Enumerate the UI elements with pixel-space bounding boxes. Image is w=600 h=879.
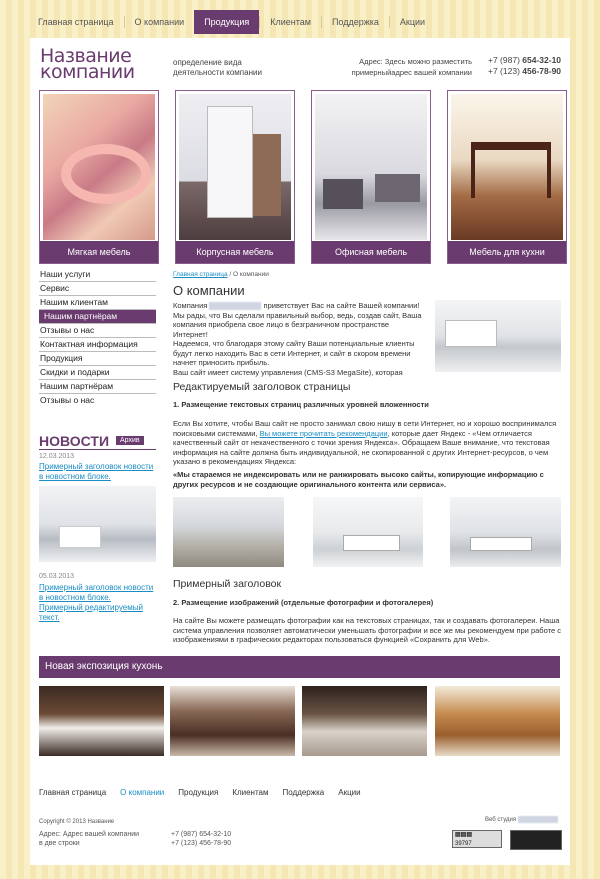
kitchen-photo — [450, 497, 561, 567]
sidebar-item-reviews[interactable]: Отзывы о нас — [39, 324, 156, 338]
footer-link-home[interactable]: Главная страница — [39, 788, 107, 797]
intro-line: Мы рады, что Вы сделали правильный выбор, ведь, создав сайт, Ваша — [173, 310, 422, 320]
topnav-products[interactable]: Продукция — [194, 10, 259, 34]
footer-link-support[interactable]: Поддержка — [282, 788, 325, 797]
footer-link-about[interactable]: О компании — [120, 788, 165, 797]
topnav-home[interactable]: Главная страница — [38, 17, 114, 27]
intro-company: Компания — [173, 301, 208, 310]
web-studio — [485, 816, 558, 823]
news-photo[interactable] — [39, 486, 156, 562]
intro-line: Ваш сайт имеет систему управления (CMS-S3 MegaSite), которая — [173, 367, 403, 377]
news-link-line: текст. — [39, 613, 60, 622]
topnav-clients[interactable]: Клиентам — [259, 16, 321, 28]
category-soft-furniture[interactable] — [39, 90, 159, 264]
news-link-line: Примерный редактируемый — [39, 603, 143, 612]
header-address — [330, 56, 472, 78]
office-photo — [315, 94, 427, 240]
footer-link-products[interactable]: Продукция — [178, 788, 219, 797]
seo-text-part: , которые дает Яндекс - «Чем отличается — [387, 428, 532, 438]
gallery-banner[interactable]: Новая экспозиция кухонь — [39, 656, 560, 678]
tagline — [173, 58, 262, 78]
top-nav — [28, 10, 435, 34]
web-studio-label: Веб студия — [485, 817, 517, 824]
news-date: 05.03.2013 — [39, 573, 75, 580]
footer-phone: +7 (987) 654-32-10 — [171, 831, 232, 838]
sidebar-item-reviews-2[interactable]: Отзывы о нас — [40, 395, 95, 405]
footer-address — [39, 830, 169, 848]
company-name-redacted — [209, 302, 261, 310]
sidebar-item-partners-2[interactable]: Нашим партнёрам — [39, 380, 156, 394]
seo-line: Если Вы хотите, чтобы Ваш сайт не просто занимал свою нишу в сети Интернет, но и хорошо воспринимался — [173, 419, 557, 428]
intro-line: компания приобрела свое лицо в безграничном пространстве Интернет! — [173, 320, 390, 339]
sidebar-item-clients[interactable]: Нашим клиентам — [39, 296, 156, 310]
seo-line: качественный сайт от некачественного с точки зрения Яндекса». Обращаем Ваше внимание, что текстовая — [173, 438, 550, 447]
phone-2 — [488, 66, 561, 77]
about-photo — [435, 300, 561, 372]
category-label: Корпусная мебель — [176, 241, 294, 263]
intro-line: начнет приносить прибыль. — [173, 358, 270, 367]
counter-value: 39797 — [455, 841, 472, 847]
news-archive-button[interactable]: Архив — [116, 436, 144, 445]
phone-1-prefix: +7 (987) — [488, 55, 520, 65]
logo[interactable] — [40, 45, 135, 83]
kitchen-photo — [313, 497, 423, 567]
topnav-about[interactable]: О компании — [124, 16, 195, 28]
address-1: Адрес: Здесь можно разместить — [359, 57, 472, 66]
wardrobe-photo — [179, 94, 291, 240]
intro-greeting: приветствует Вас на сайте Вашей компании! — [263, 301, 420, 310]
counter-icon: ▤▤▤ — [455, 832, 473, 838]
footer-link-promo[interactable]: Акции — [338, 788, 361, 797]
dining-photo — [451, 94, 563, 240]
images-text — [173, 616, 565, 645]
category-label: Мягкая мебель — [40, 241, 158, 263]
gallery-photo[interactable] — [39, 686, 164, 756]
breadcrumb-home[interactable]: Главная страница — [173, 271, 228, 278]
category-kitchen-furniture[interactable] — [447, 90, 567, 264]
tagline-2: деятельности компании — [173, 68, 262, 77]
news-link-line: в новостном блоке. — [39, 593, 111, 602]
sidebar-item-services[interactable]: Наши услуги — [39, 268, 156, 282]
sofa-photo — [43, 94, 155, 240]
intro-line — [173, 301, 423, 311]
category-label: Мебель для кухни — [448, 241, 566, 263]
news-date: 12.03.2013 — [39, 453, 75, 460]
footer-address-line: в две строки — [39, 840, 80, 847]
phone-1 — [488, 55, 561, 66]
category-office-furniture[interactable] — [311, 90, 431, 264]
category-cabinet-furniture[interactable] — [175, 90, 295, 264]
sidebar-menu — [39, 268, 156, 407]
yandex-quote — [173, 470, 563, 489]
footer-address-line: Адрес: Адрес вашей компании — [39, 831, 140, 838]
tagline-1: определение вида — [173, 58, 242, 67]
footer-phones — [171, 830, 231, 848]
intro-text — [173, 301, 423, 377]
sidebar-item-discounts[interactable]: Скидки и подарки — [39, 366, 156, 380]
kitchen-photo — [173, 497, 284, 567]
category-label: Офисная мебель — [312, 241, 430, 263]
copyright: Copyright © 2013 Название — [39, 819, 115, 825]
footer-phone: +7 (123) 456-78-90 — [171, 840, 232, 847]
phone-2-prefix: +7 (123) — [488, 66, 520, 76]
images-line: система управления позволяет автоматически уменьшать фотографии и все же мы рекомендуем при работе с — [173, 625, 561, 635]
news-link[interactable] — [39, 462, 159, 482]
phone-1-number: 654-32-10 — [522, 55, 562, 65]
news-title: НОВОСТИ — [39, 433, 110, 449]
recommendations-link[interactable]: Вы можете прочитать рекомендации — [259, 428, 388, 438]
seo-line — [173, 429, 563, 439]
gallery-photo[interactable] — [435, 686, 560, 756]
images-line: изображениями в графических редакторах пользоваться функцией «Сохранить для Web». — [173, 635, 490, 644]
breadcrumb — [173, 271, 269, 278]
breadcrumb-current: / О компании — [227, 271, 269, 278]
address-2: примерныйадрес вашей компании — [351, 68, 472, 77]
rating-counter-icon[interactable] — [510, 830, 562, 850]
topnav-support[interactable]: Поддержка — [321, 16, 389, 28]
gallery-photo[interactable] — [302, 686, 427, 756]
logo-line-2: компании — [40, 61, 135, 83]
category-tiles — [39, 90, 567, 264]
seo-text-part: поисковыми системами, — [173, 428, 258, 438]
news-link-line: Примерный заголовок новости — [39, 583, 154, 592]
seo-text — [173, 419, 563, 467]
section-subheading: 2. Размещение изображений (отдельные фотографии и фотогалерея) — [173, 598, 434, 607]
phone-2-number: 456-78-90 — [522, 66, 562, 76]
sidebar-item-contacts[interactable]: Контактная информация — [39, 338, 156, 352]
footer-nav — [39, 788, 375, 797]
intro-line: будут легко находить Вас в сети Интернет, и сайт в скором времени — [173, 348, 411, 358]
quote-line: «Мы стараемся не индексировать или не ранжировать высоко сайты, копирующие информацию с — [173, 470, 544, 479]
header-phones — [488, 55, 561, 77]
seo-line: информация на сайте должна быть индивидуальной, не скопированной с других Интернет-ресурсов, о чем — [173, 447, 549, 457]
section-heading: Примерный заголовок — [173, 578, 282, 590]
news-divider — [39, 449, 156, 450]
sidebar-item-products[interactable]: Продукция — [39, 352, 156, 366]
news-link[interactable] — [39, 583, 159, 623]
page — [30, 38, 570, 865]
section-subheading: 1. Размещение текстовых страниц различных уровней вложенности — [173, 400, 429, 409]
seo-line: указано в рекомендациях Яндекса: — [173, 457, 297, 466]
images-line: На сайте Вы можете размещать фотографии как на текстовых страницах, так и создавать фотогалереи. Наша — [173, 616, 560, 625]
logo-line-1: Название — [40, 45, 132, 67]
intro-line: Надеемся, что благодаря этому сайту Ваши потенциальные клиенты — [173, 339, 415, 348]
sidebar-item-service[interactable]: Сервис — [39, 282, 156, 296]
topnav-promo[interactable]: Акции — [389, 16, 435, 28]
section-heading: Редактируемый заголовок страницы — [173, 381, 351, 393]
page-title: О компании — [173, 283, 245, 298]
footer-link-clients[interactable]: Клиентам — [232, 788, 269, 797]
news-link-line: Примерный заголовок новости — [39, 462, 154, 471]
visit-counter[interactable] — [452, 830, 502, 848]
web-studio-link-redacted[interactable] — [518, 816, 558, 823]
news-link-line: в новостном блоке. — [39, 472, 111, 481]
quote-line: других ресурсов и не создающие оригинального контента или сервиса». — [173, 479, 447, 489]
gallery-photo[interactable] — [170, 686, 295, 756]
sidebar-item-partners[interactable]: Нашим партнёрам — [39, 310, 156, 324]
